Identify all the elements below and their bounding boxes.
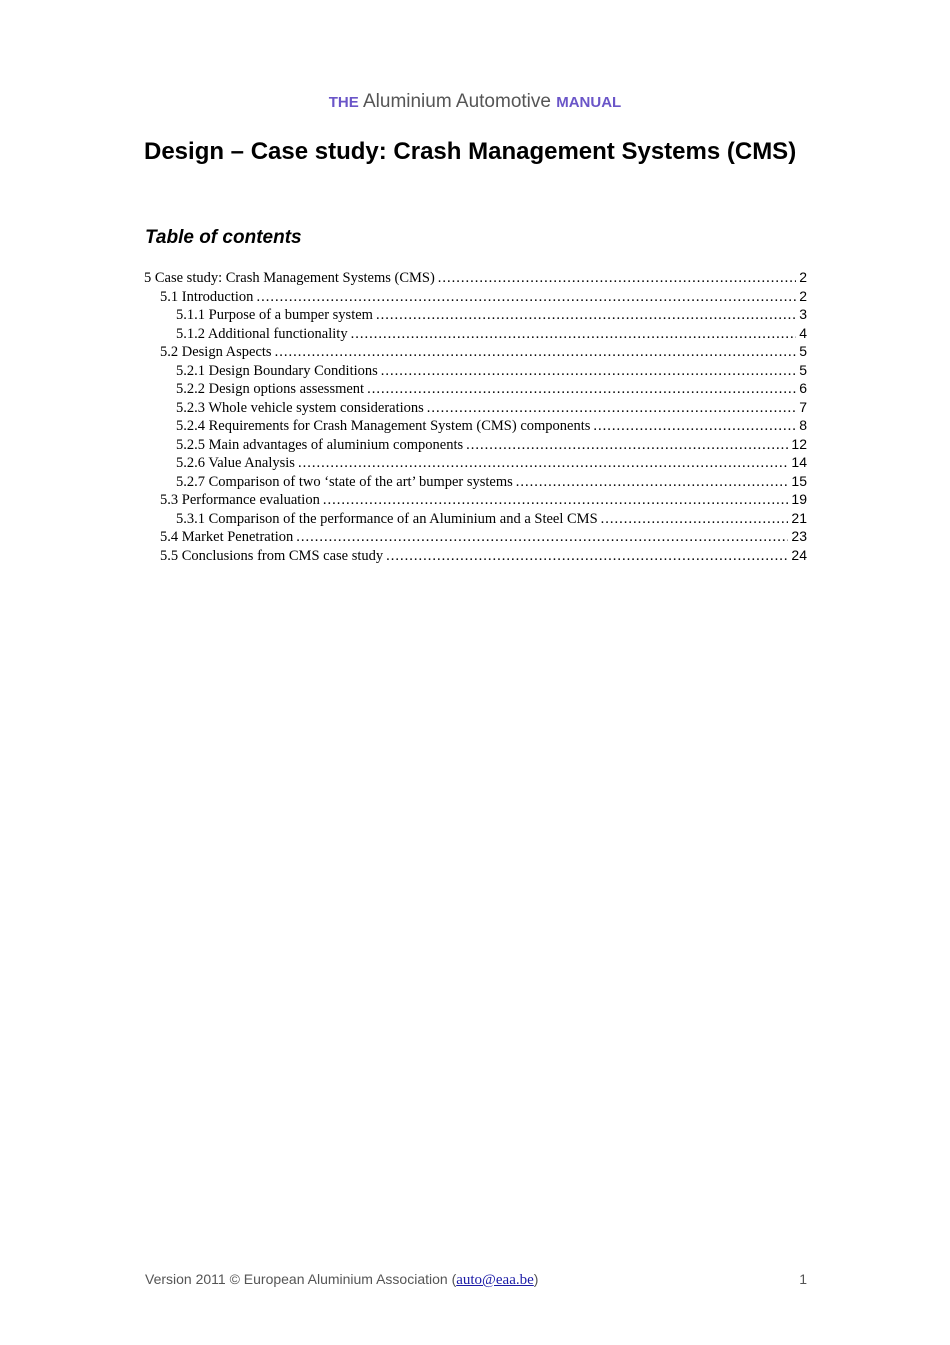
toc-entry-page: 24 [791, 546, 807, 563]
toc-entry-label: 5.2.7 Comparison of two ‘state of the art’ bumper systems [176, 473, 513, 490]
toc-entry[interactable] [144, 527, 807, 546]
footer-suffix: ) [533, 1271, 539, 1287]
toc-entry-label: 5.1.2 Additional functionality [176, 325, 348, 342]
toc-entry-label: 5.2.3 Whole vehicle system considerations [176, 399, 424, 416]
toc-entry-label: 5.2.6 Value Analysis [176, 455, 295, 471]
toc-entry-label: 5.1.1 Purpose of a bumper system [176, 307, 373, 323]
toc-heading: Table of contents [145, 227, 302, 248]
manual-header [0, 90, 950, 115]
toc-entry-label: 5.2.2 Design options assessment [176, 381, 365, 397]
toc-entry-page: 4 [799, 324, 807, 341]
toc-entry-page: 8 [799, 417, 807, 433]
toc-entry-label: 5.1 Introduction [160, 288, 254, 305]
toc-entry[interactable] [144, 416, 807, 435]
toc-dot-leader [386, 547, 788, 565]
toc-entry-page: 14 [791, 454, 807, 470]
toc-entry[interactable] [144, 453, 807, 472]
toc-entry[interactable] [144, 287, 807, 306]
toc-entry[interactable] [144, 305, 807, 324]
toc-entry[interactable] [144, 546, 807, 565]
toc-entry[interactable] [144, 342, 807, 361]
footer-prefix: Version 2011 © European Aluminium Association ( [145, 1271, 457, 1287]
toc-entry-page: 5 [799, 361, 807, 378]
toc-dot-leader [466, 436, 788, 454]
toc-entry-label: 5.4 Market Penetration [160, 529, 294, 545]
table-of-contents [144, 268, 807, 564]
toc-entry-label: 5.2.1 Design Boundary Conditions [176, 362, 378, 379]
toc-entry-label: 5.5 Conclusions from CMS case study [160, 547, 384, 564]
toc-dot-leader [438, 269, 796, 287]
toc-dot-leader [601, 510, 789, 528]
toc-entry-page: 7 [799, 398, 807, 415]
header-manual: MANUAL [556, 94, 622, 111]
header-the: THE [328, 94, 359, 111]
toc-entry[interactable] [144, 268, 807, 287]
footer-page-number: 1 [799, 1271, 807, 1287]
toc-entry-page: 3 [799, 306, 807, 322]
toc-dot-leader [323, 491, 789, 509]
toc-dot-leader [593, 417, 796, 435]
toc-entry-page: 15 [791, 472, 807, 489]
toc-entry-page: 23 [791, 528, 807, 544]
toc-entry[interactable] [144, 490, 807, 509]
toc-entry[interactable] [144, 361, 807, 380]
toc-dot-leader [351, 325, 797, 343]
toc-entry-label: 5 Case study: Crash Management Systems (CMS) [144, 270, 435, 286]
toc-entry-label: 5.2.5 Main advantages of aluminium components [176, 436, 464, 453]
toc-entry-label: 5.2 Design Aspects [160, 344, 272, 360]
toc-dot-leader [275, 343, 797, 361]
toc-entry[interactable] [144, 379, 807, 398]
toc-dot-leader [376, 306, 796, 324]
toc-entry-page: 6 [799, 380, 807, 396]
toc-dot-leader [381, 362, 796, 380]
toc-entry-page: 2 [799, 269, 807, 285]
toc-dot-leader [298, 454, 788, 472]
toc-entry-page: 12 [791, 435, 807, 452]
toc-entry[interactable] [144, 509, 807, 528]
toc-entry[interactable] [144, 472, 807, 491]
footer-copyright [145, 1270, 538, 1289]
toc-entry[interactable] [144, 398, 807, 417]
toc-dot-leader [296, 528, 788, 546]
toc-entry[interactable] [144, 435, 807, 454]
header-title: Aluminium Automotive [362, 91, 551, 112]
toc-entry-label: 5.2.4 Requirements for Crash Management System (CMS) components [176, 418, 591, 434]
page-footer [145, 1270, 807, 1289]
toc-dot-leader [256, 288, 796, 306]
toc-entry-page: 2 [799, 287, 807, 304]
page-title: Design – Case study: Crash Management Systems (CMS) [144, 138, 797, 165]
toc-entry-label: 5.3 Performance evaluation [160, 492, 320, 508]
toc-entry-label: 5.3.1 Comparison of the performance of an Aluminium and a Steel CMS [176, 510, 598, 527]
footer-email-link[interactable]: auto@eaa.be [456, 1272, 534, 1288]
toc-entry[interactable] [144, 324, 807, 343]
toc-entry-page: 5 [799, 343, 807, 359]
toc-dot-leader [427, 399, 796, 417]
toc-dot-leader [516, 473, 789, 491]
toc-dot-leader [367, 380, 796, 398]
toc-entry-page: 21 [791, 509, 807, 526]
toc-entry-page: 19 [791, 491, 807, 507]
